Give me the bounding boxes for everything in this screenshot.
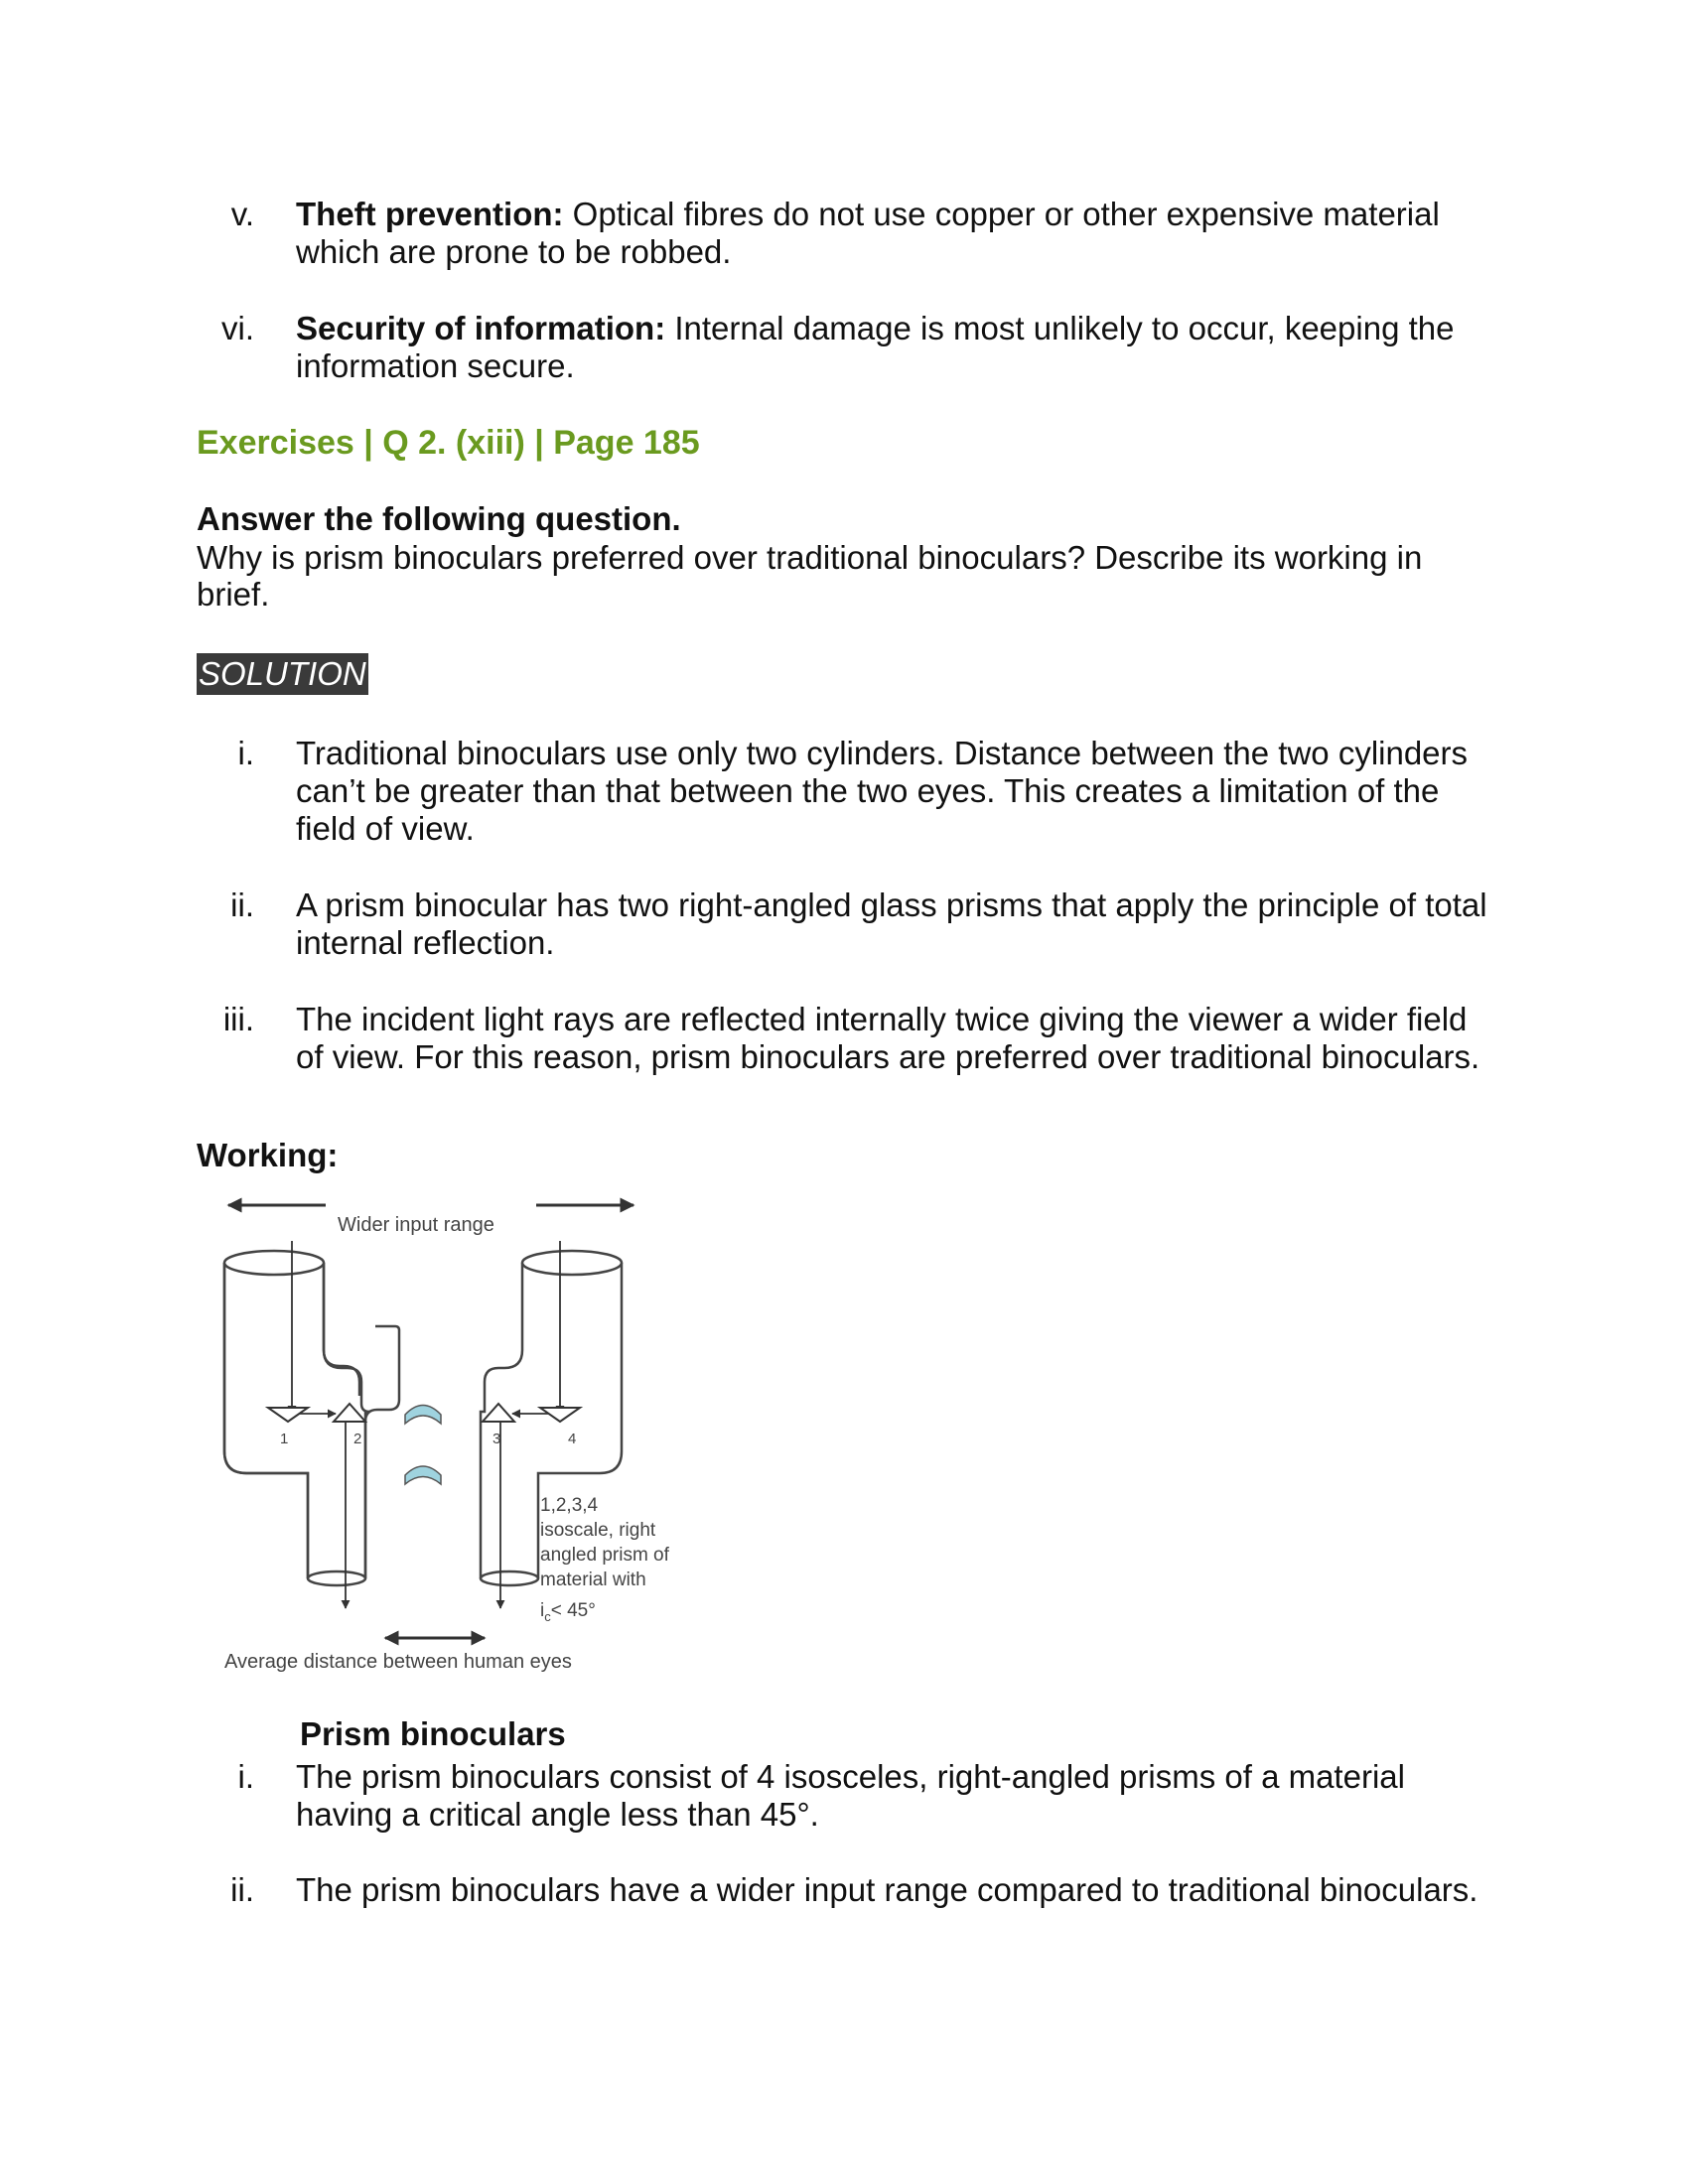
left-barrel-outline (224, 1263, 308, 1578)
list-number: vi. (221, 310, 254, 346)
prism-1 (268, 1408, 308, 1422)
prism-note-line: $i_c< 45^\circ$ (540, 1600, 596, 1624)
prism-3 (483, 1404, 514, 1422)
list-number: v. (230, 196, 254, 232)
list-item-text: The prism binoculars have a wider input range compared to traditional binoculars. (296, 1871, 1478, 1908)
prism-number: 4 (568, 1431, 577, 1447)
list-number: i. (237, 1758, 254, 1795)
prism-note-line: 1,2,3,4 (540, 1495, 599, 1516)
center-lens (405, 1466, 441, 1484)
list-item-text: The prism binoculars consist of 4 isosceles, right-angled prisms of a material having a critical angle less than 45°. (296, 1758, 1405, 1833)
center-lens (405, 1406, 441, 1425)
prism-binocular-diagram (216, 1191, 713, 1688)
list-number: ii. (230, 1871, 254, 1908)
list-item-text: A prism binocular has two right-angled glass prisms that apply the principle of total internal reflection. (296, 887, 1487, 961)
prism-number: 1 (280, 1431, 289, 1447)
question-heading: Answer the following question. (197, 500, 681, 537)
list-number: iii. (222, 1001, 254, 1037)
prism-note-line: angled prism of (540, 1545, 669, 1566)
list-item-title: Security of information: (296, 310, 666, 346)
list-number: i. (237, 735, 254, 771)
figure-caption: Prism binoculars (300, 1715, 566, 1752)
list-item-title: Theft prevention: (296, 196, 564, 232)
prism-note-line: material with (540, 1570, 646, 1590)
prism-number: 3 (492, 1431, 501, 1447)
prism-note-line: isoscale, right (540, 1520, 656, 1541)
list-item-text: Traditional binoculars use only two cylinders. Distance between the two cylinders can’t be greater than that between the two eyes. This creates a limitation of the field of view. (296, 735, 1469, 847)
exercise-heading: Exercises | Q 2. (xiii) | Page 185 (197, 424, 700, 462)
prism-4 (540, 1408, 580, 1422)
list-item-text: Internal damage is most unlikely to occur, keeping the information secure. (296, 310, 1455, 384)
right-objective-lens (522, 1251, 622, 1275)
working-heading: Working: (197, 1137, 339, 1173)
left-eyepiece (308, 1571, 365, 1585)
wider-input-label: Wider input range (338, 1214, 494, 1236)
prism-number: 2 (353, 1431, 362, 1447)
left-objective-lens (224, 1251, 324, 1275)
list-number: ii. (230, 887, 254, 923)
list-item-text: The incident light rays are reflected internally twice giving the viewer a wider field of view. For this reason, prism binoculars are preferred over traditional binoculars. (296, 1001, 1480, 1075)
list-item-text: Optical fibres do not use copper or other expensive material which are prone to be robbed. (296, 196, 1440, 270)
question-text: Why is prism binoculars preferred over traditional binoculars? Describe its working in brief. (197, 539, 1423, 613)
eye-distance-label: Average distance between human eyes (224, 1651, 572, 1673)
solution-badge: SOLUTION (197, 653, 368, 695)
right-eyepiece (481, 1571, 538, 1585)
